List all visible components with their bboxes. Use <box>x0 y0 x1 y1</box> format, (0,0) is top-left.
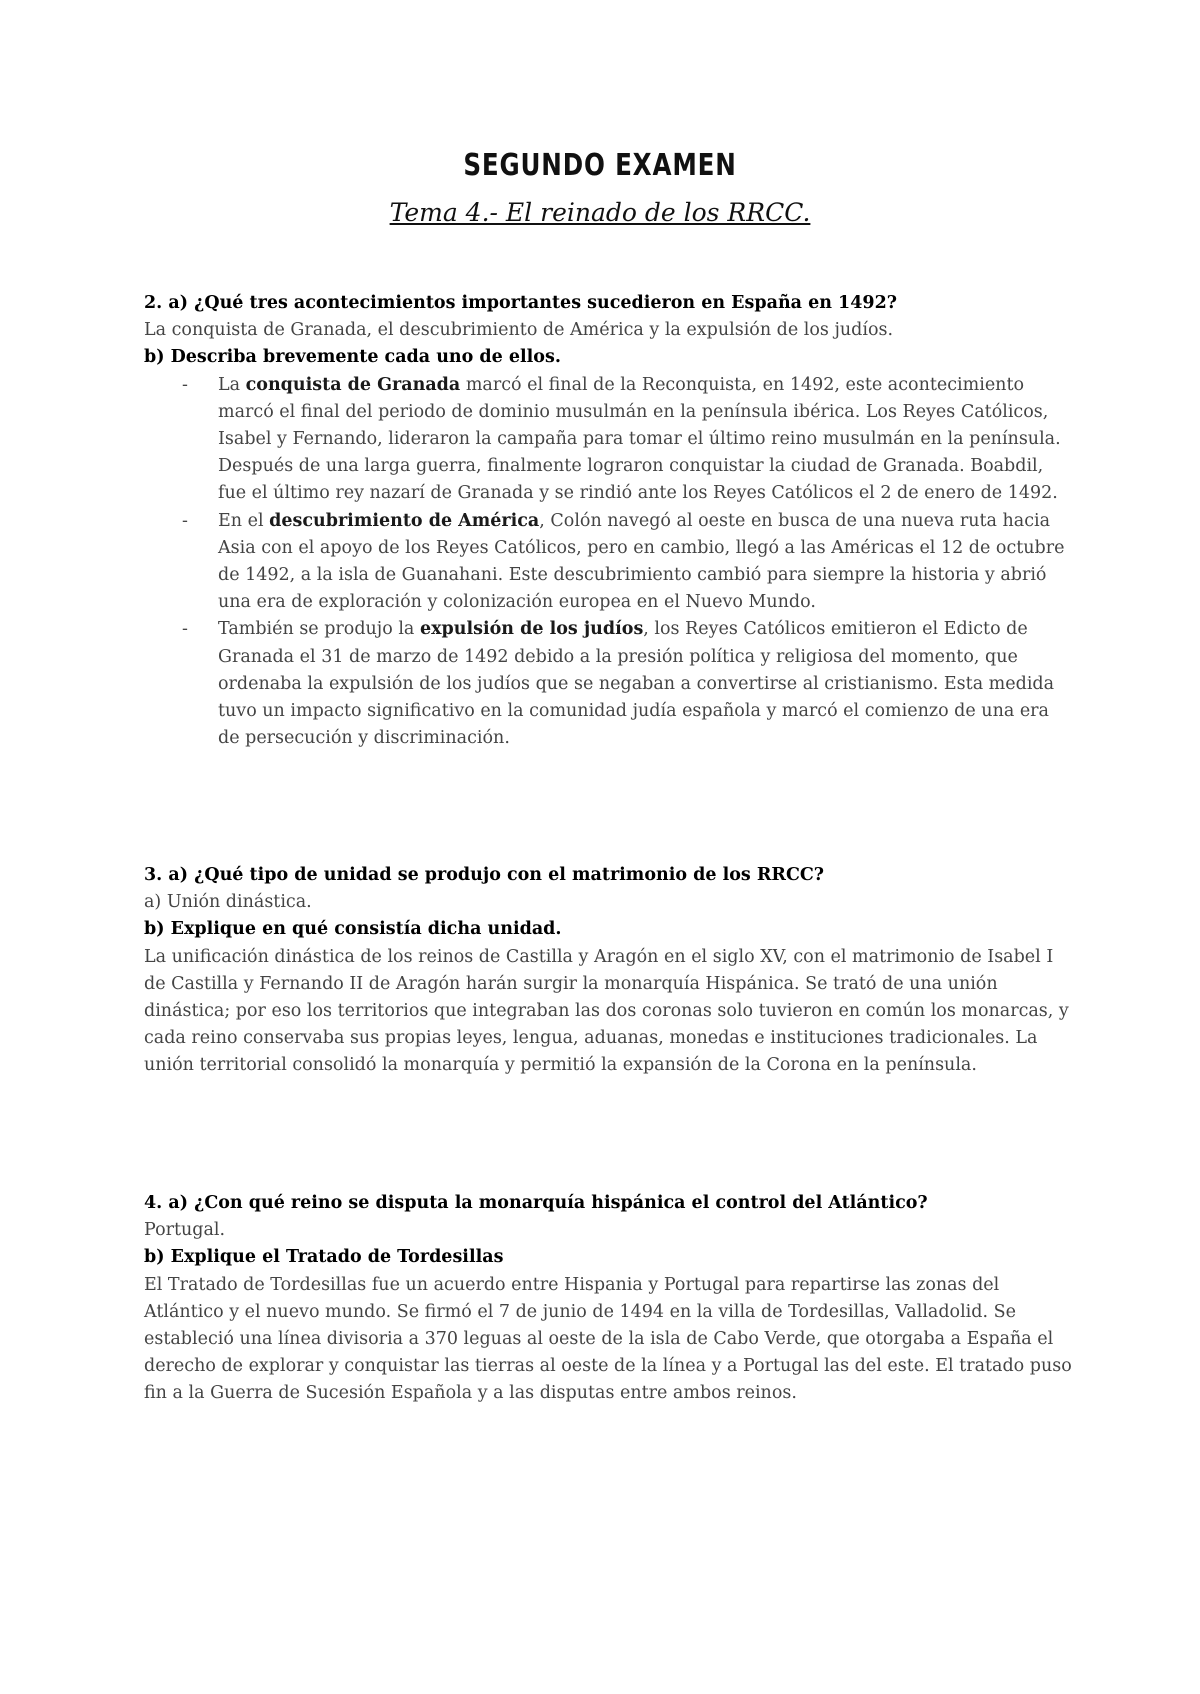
question-4a: 4. a) ¿Con qué reino se disputa la monarquía hispánica el control del Atlántico? <box>144 1193 928 1213</box>
question-3b: b) Explique en qué consistía dicha unidad. <box>144 919 562 940</box>
question-4-section <box>144 1190 1074 1408</box>
exam-subtitle: Tema 4.- El reinado de los RRCC. <box>389 198 811 227</box>
list-item <box>144 508 1074 617</box>
question-2b: b) Describa brevemente cada uno de ellos. <box>144 347 561 368</box>
list-dash: - <box>182 374 188 395</box>
answer-3b: La unificación dinástica de los reinos de Castilla y Aragón en el siglo XV, con el matrimonio de Isabel I de Castilla y Fernando II de Aragón harán surgir la monarquía Hispánica. Se trató de una unión dinástica; por eso los territorios que integraban las dos coronas solo tuvieron en común los monarcas, y cada reino conservaba sus propias leyes, lengua, aduanas, monedas e instituciones tradicionales. La unión territorial consolidó la monarquía y permitió la expansión de la Corona en la península. <box>144 946 1069 1076</box>
list-item-prefix: También se produjo la <box>218 619 420 640</box>
list-item-highlight: conquista de Granada <box>245 374 461 395</box>
question-3a: 3. a) ¿Qué tipo de unidad se produjo con el matrimonio de los RRCC? <box>144 865 825 885</box>
list-item-text: , Colón navegó al oeste en busca de una nueva ruta hacia Asia con el apoyo de los Reyes Católicos, pero en cambio, llegó a las Américas el 12 de octubre de 1492, a la isla de Guanahani. Este descubrimiento cambió para siempre la historia y abrió una era de exploración y colonización europea en el Nuevo Mundo. <box>218 510 1065 613</box>
list-item-prefix: En el <box>218 510 270 531</box>
answer-4a: Portugal. <box>144 1220 226 1241</box>
question-2a: 2. a) ¿Qué tres acontecimientos importantes sucedieron en España en 1492? <box>144 293 898 313</box>
question-2-section <box>144 290 1074 752</box>
answer-3a: a) Unión dinástica. <box>144 892 312 913</box>
list-dash: - <box>182 510 188 531</box>
list-dash: - <box>182 619 188 640</box>
answer-2a: La conquista de Granada, el descubrimiento de América y la expulsión de los judíos. <box>144 320 894 341</box>
answer-4b: El Tratado de Tordesillas fue un acuerdo entre Hispania y Portugal para repartirse las zonas del Atlántico y el nuevo mundo. Se firmó el 7 de junio de 1494 en la villa de Tordesillas, Valladolid. Se estableció una línea divisoria a 370 leguas al oeste de la isla de Cabo Verde, que otorgaba a España el derecho de explorar y conquistar las tierras al oeste de la línea y a Portugal las del este. El tratado puso fin a la Guerra de Sucesión Española y a las disputas entre ambos reinos. <box>144 1274 1072 1404</box>
list-item-text: marcó el final de la Reconquista, en 1492, este acontecimiento marcó el final del periodo de dominio musulmán en la península ibérica. Los Reyes Católicos, Isabel y Fernando, lideraron la campaña para tomar el último reino musulmán en la península. Después de una larga guerra, finalmente lograron conquistar la ciudad de Granada. Boabdil, fue el último rey nazarí de Granada y se rindió ante los Reyes Católicos el 2 de enero de 1492. <box>218 374 1061 504</box>
list-item-highlight: expulsión de los judíos <box>419 619 644 640</box>
list-item <box>144 372 1074 508</box>
list-item-text: , los Reyes Católicos emitieron el Edicto de Granada el 31 de marzo de 1492 debido a la presión política y religiosa del momento, que ordenaba la expulsión de los judíos que se negaban a convertirse al cristianismo. Esta medida tuvo un impacto significativo en la comunidad judía española y marcó el comienzo de una era de persecución y discriminación. <box>218 619 1055 749</box>
question-3-section <box>144 862 1074 1080</box>
list-item <box>144 616 1074 752</box>
exam-title: SEGUNDO EXAMEN <box>463 148 737 183</box>
list-item-highlight: descubrimiento de América <box>269 510 540 531</box>
list-item-prefix: La <box>218 374 246 395</box>
answer-2b-list <box>144 372 1074 753</box>
question-4b: b) Explique el Tratado de Tordesillas <box>144 1247 504 1268</box>
